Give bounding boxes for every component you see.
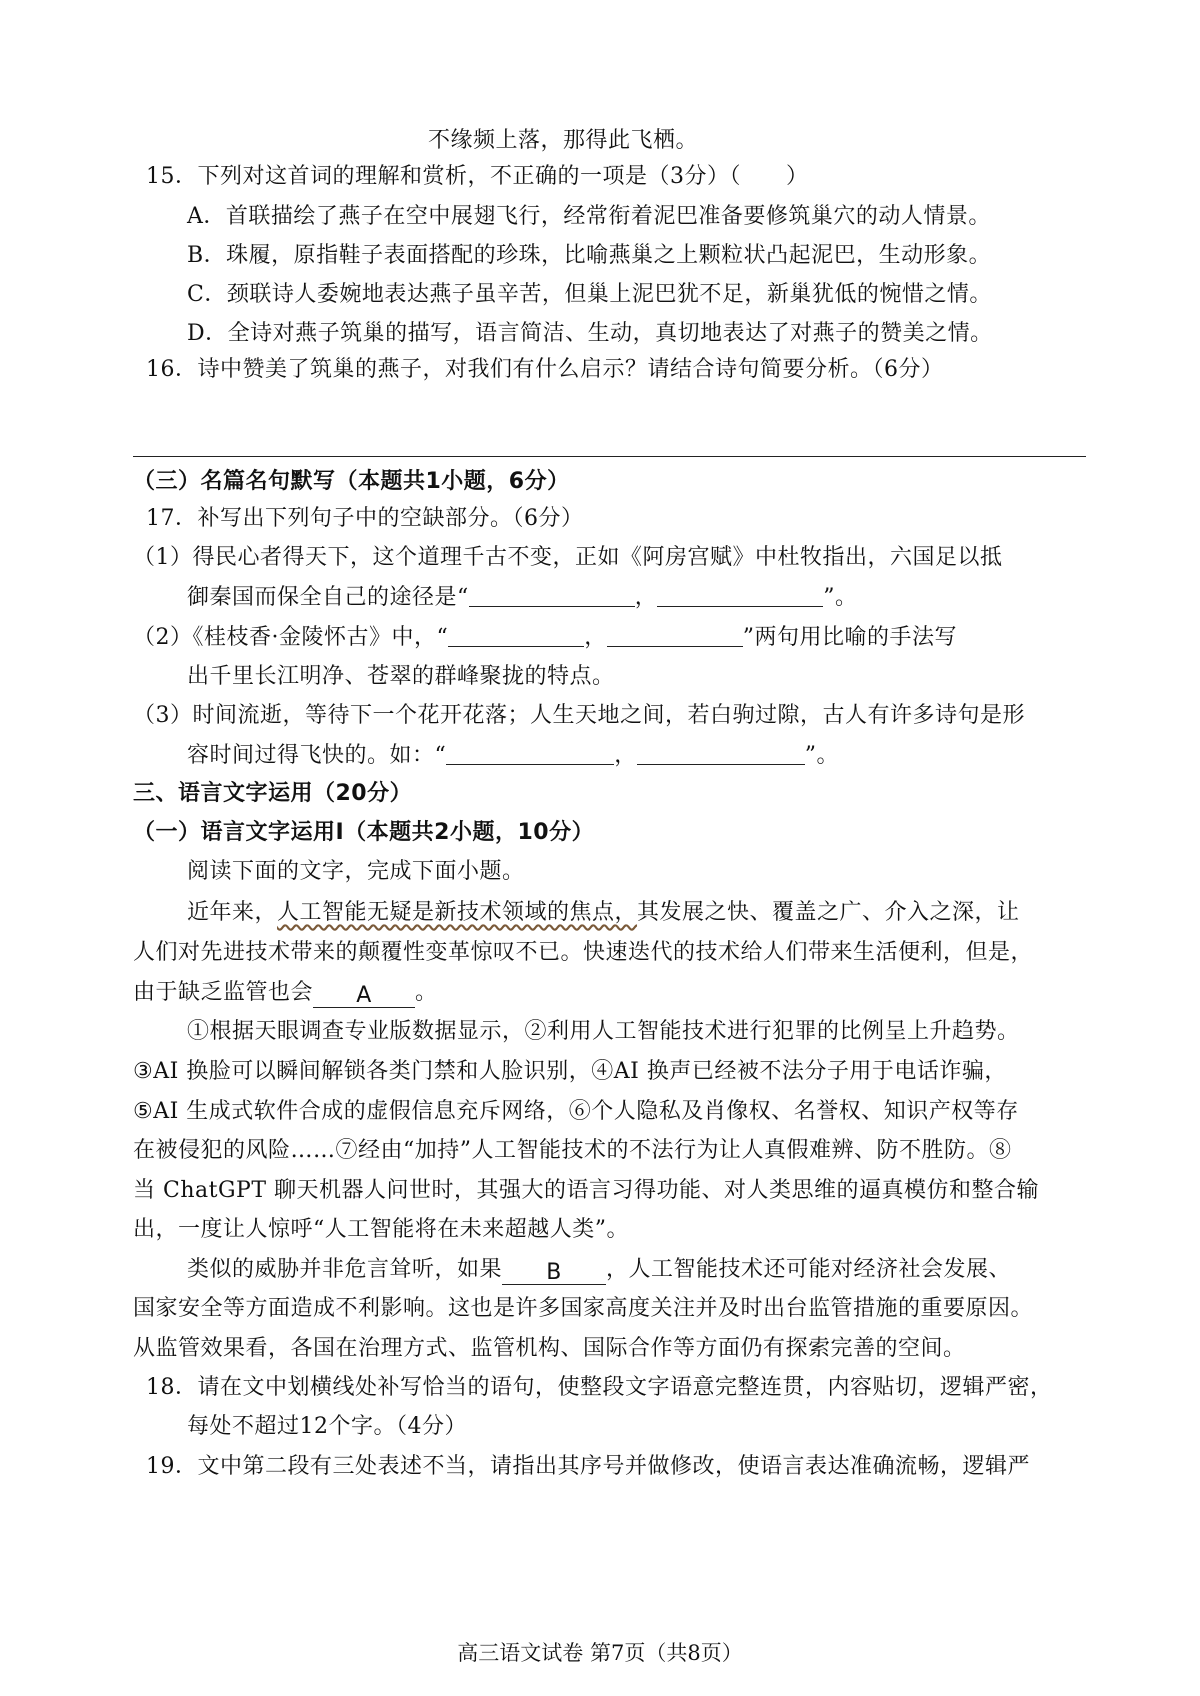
q15-option-b: B．珠履，原指鞋子表面搭配的珍珠，比喻燕巢之上颗粒状凸起泥巴，生动形象。 bbox=[187, 243, 992, 268]
passage-p2-line6: 出，一度让人惊呼“人工智能将在未来超越人类”。 bbox=[133, 1217, 629, 1242]
passage-p2-line4: 在被侵犯的风险……⑦经由“加持”人工智能技术的不法行为让人真假难辨、防不胜防。⑧ bbox=[133, 1138, 1012, 1163]
q15-stem: 15．下列对这首词的理解和赏析，不正确的一项是（3分）（ ） bbox=[146, 164, 809, 189]
passage-p3-line1: 类似的威胁并非危言耸听，如果 B ，人工智能技术还可能对经济社会发展、 bbox=[187, 1257, 1012, 1285]
passage-p3-line3: 从监管效果看，各国在治理方式、监管机构、国际合作等方面仍有探索完善的空间。 bbox=[133, 1336, 966, 1361]
blank-a[interactable]: A bbox=[313, 985, 415, 1008]
blank-3a[interactable] bbox=[446, 742, 614, 765]
q17-item3-line2: 容时间过得飞快的。如：“ ， ”。 bbox=[187, 743, 840, 768]
part3-sub-heading: （一）语言文字运用Ⅰ（本题共2小题，10分） bbox=[133, 820, 595, 845]
q17-item2-line1: （2）《桂枝香·金陵怀古》中，“ ， ”两句用比喻的手法写 bbox=[133, 625, 958, 650]
passage-p1-line2: 人们对先进技术带来的颠覆性变革惊叹不已。快速迭代的技术给人们带来生活便利，但是， bbox=[133, 940, 1034, 965]
q17-item1-line2: 御秦国而保全自己的途径是“ ， ”。 bbox=[187, 585, 858, 610]
q17-item2-line2: 出千里长江明净、苍翠的群峰聚拢的特点。 bbox=[187, 664, 615, 689]
q19-line1: 19．文中第二段有三处表述不当，请指出其序号并做修改，使语言表达准确流畅，逻辑严 bbox=[146, 1454, 1030, 1479]
q17-item1-line1: （1）得民心者得天下，这个道理千古不变，正如《阿房宫赋》中杜牧指出，六国足以抵 bbox=[133, 545, 1003, 570]
q18-line2: 每处不超过12个字。（4分） bbox=[187, 1414, 467, 1439]
blank-3b[interactable] bbox=[637, 742, 805, 765]
q16-stem: 16．诗中赞美了筑巢的燕子，对我们有什么启示？请结合诗句简要分析。（6分） bbox=[146, 357, 944, 382]
q15-option-c: C．颈联诗人委婉地表达燕子虽辛苦，但巢上泥巴犹不足，新巢犹低的惋惜之情。 bbox=[187, 282, 992, 307]
passage-p2-line2: ③AI 换脸可以瞬间解锁各类门禁和人脸识别，④AI 换声已经被不法分子用于电话诈骗， bbox=[133, 1059, 1007, 1084]
wavy-underlined-phrase: 人工智能无疑是新技术领域的焦点， bbox=[277, 900, 638, 925]
passage-p2-line1: ①根据天眼调查专业版数据显示，②利用人工智能技术进行犯罪的比例呈上升趋势。 bbox=[187, 1019, 1020, 1044]
q15-option-a: A．首联描绘了燕子在空中展翅飞行，经常衔着泥巴准备要修筑巢穴的动人情景。 bbox=[187, 204, 991, 229]
section-heading-recitation: （三）名篇名句默写（本题共1小题，6分） bbox=[133, 469, 570, 494]
page-footer: 高三语文试卷 第7页（共8页） bbox=[457, 1641, 743, 1665]
blank-1b[interactable] bbox=[657, 584, 823, 607]
poem-last-line: 不缘频上落，那得此飞栖。 bbox=[428, 128, 699, 153]
passage-p1-line3: 由于缺乏监管也会 A 。 bbox=[133, 980, 438, 1008]
passage-p2-line5: 当 ChatGPT 聊天机器人问世时，其强大的语言习得功能、对人类思维的逼真模仿和整合输 bbox=[133, 1178, 1039, 1203]
q17-item3-line1: （3）时间流逝，等待下一个花开花落；人生天地之间，若白驹过隙，古人有许多诗句是形 bbox=[133, 703, 1026, 728]
blank-2a[interactable] bbox=[448, 624, 584, 647]
q15-option-d: D．全诗对燕子筑巢的描写，语言简洁、生动，真切地表达了对燕子的赞美之情。 bbox=[187, 321, 993, 346]
part3-title: 三、语言文字运用（20分） bbox=[133, 781, 413, 806]
blank-b[interactable]: B bbox=[502, 1262, 606, 1285]
passage-p2-line3: ⑤AI 生成式软件合成的虚假信息充斥网络，⑥个人隐私及肖像权、名誉权、知识产权等存 bbox=[133, 1099, 1019, 1124]
read-instruction: 阅读下面的文字，完成下面小题。 bbox=[187, 859, 525, 884]
blank-2b[interactable] bbox=[607, 624, 743, 647]
passage-p3-line2: 国家安全等方面造成不利影响。这也是许多国家高度关注并及时出台监管措施的重要原因。 bbox=[133, 1296, 1034, 1321]
q18-line1: 18．请在文中划横线处补写恰当的语句，使整段文字语意完整连贯，内容贴切，逻辑严密， bbox=[146, 1375, 1053, 1400]
q17-stem: 17．补写出下列句子中的空缺部分。（6分） bbox=[146, 506, 584, 531]
blank-1a[interactable] bbox=[469, 584, 635, 607]
answer-line bbox=[133, 456, 1086, 457]
passage-p1-line1: 近年来，人工智能无疑是新技术领域的焦点，其发展之快、覆盖之广、介入之深，让 bbox=[187, 900, 1020, 925]
